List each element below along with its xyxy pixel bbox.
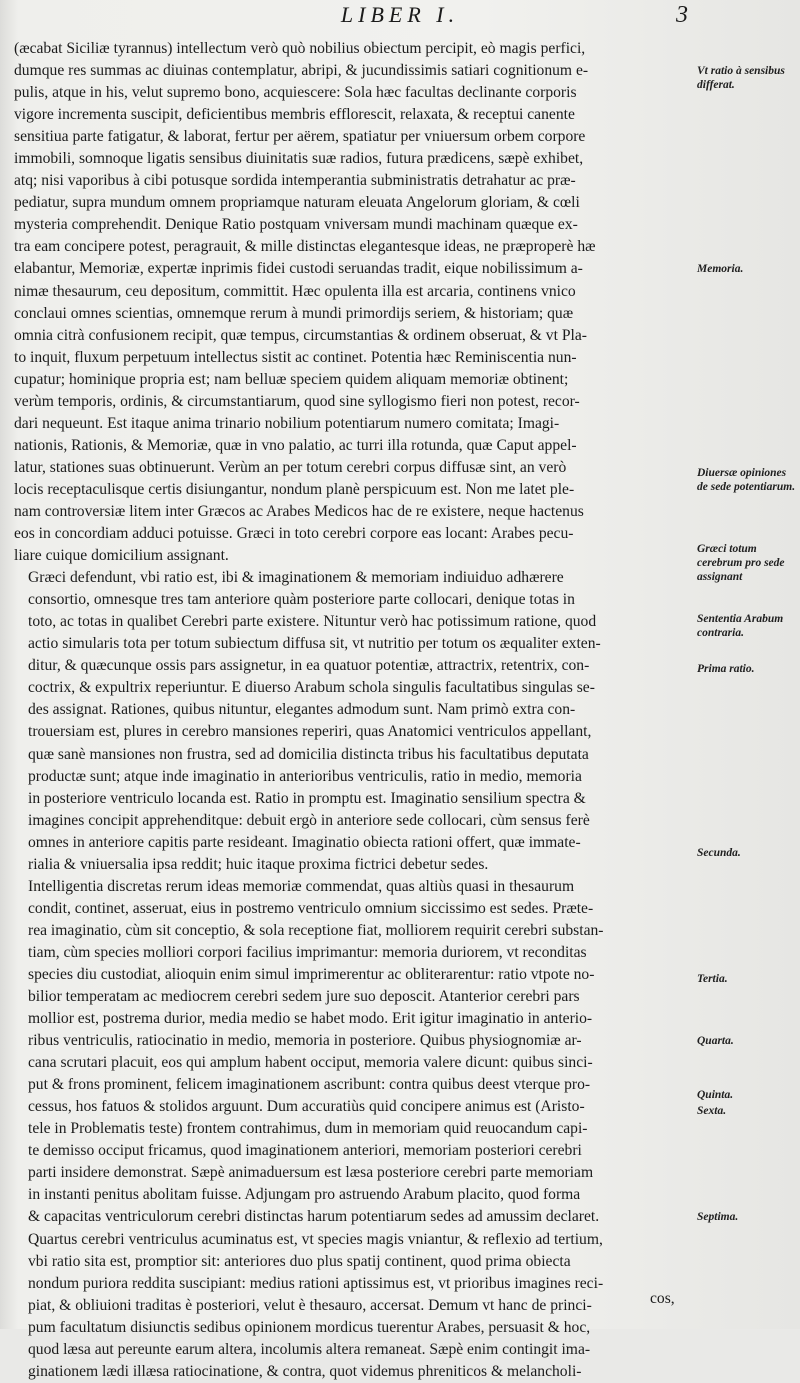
- margin-note: Græci totum cerebrum pro sede assignant: [697, 543, 785, 583]
- text-line: & capacitas ventriculorum cerebri distinctas harum potentiarum sedes ad amussim declaret.: [28, 1208, 600, 1226]
- text-line: eos in concordiam adduci potuisse. Græci in toto cerebri corpore eas locant: Arabes pecu-: [14, 525, 574, 543]
- margin-note: Prima ratio.: [697, 663, 755, 675]
- text-line: verùm temporis, ordinis, & circumstantiarum, quod sine syllogismo fieri non potest, recor-: [14, 392, 580, 410]
- margin-note: Memoria.: [697, 263, 744, 275]
- text-line: vbi ratio sita est, promptior sit: anteriores duo plus spatij continent, quod prima obiecta: [28, 1252, 571, 1270]
- text-line: in posteriore ventriculo locanda est. Ratio in promptu est. Imaginatio sensilium spectra &: [28, 789, 586, 807]
- text-line: piat, & obliuioni traditas è posteriori, velut è thesauro, accersat. Demum vt hanc de princi-: [28, 1296, 592, 1314]
- text-line: pulis, atque in his, velut supremo bono, acquiescere: Sola hæc facultas declinante corporis: [14, 84, 577, 102]
- text-line: omnia citrà confusionem recipit, quæ tempus, circumstantias & ordinem obseruat, & vt Pla-: [14, 326, 587, 344]
- text-line: ditur, & quæcunque ossis pars assignetur, in ea quatuor potentiæ, attractrix, retentrix, con-: [28, 657, 590, 675]
- text-line: quod læsa aut pereunte earum altera, incolumis altera remaneat. Sæpè enim contingit ima-: [28, 1340, 591, 1358]
- text-line: parti insidere demonstrat. Sæpè animaduersum est læsa posteriore cerebri parte memoriam: [28, 1164, 594, 1182]
- text-line: omnes in anteriore capitis parte resideant. Imaginatio obiecta rationi offert, quæ immate-: [28, 833, 581, 851]
- text-line: mysteria comprehendit. Denique Ratio postquam vniversam mundi machinam quæque ex-: [14, 216, 578, 234]
- text-line: atq; nisi vaporibus à cibi potusque sordida intemperantia subministratis detrahatur ac præ-: [14, 172, 576, 190]
- text-line: tele in Problematis teste) frontem contrahimus, dum in memoriam quid reuocandum capi-: [28, 1120, 588, 1138]
- text-line: conclaui omnes scientias, omnemque rerum à mundi primordijs seriem, & historiam; quæ: [14, 304, 574, 322]
- text-line: coctrix, & expultrix reperiuntur. E diuerso Arabum schola singulis facultatibus singulas se-: [28, 679, 595, 697]
- margin-note: Septima.: [697, 1211, 739, 1223]
- paragraph: [14, 38, 694, 567]
- paragraph: [14, 567, 694, 876]
- text-line: latur, stationes suas obtinuerunt. Verùm an per totum cerebri corpus diffusæ sint, an verò: [14, 458, 567, 476]
- text-line: liare cuique domicilium assignant.: [14, 547, 229, 565]
- text-line: nam controversiæ litem inter Græcos ac Arabes Medicos hac de re existere, neque hactenus: [14, 502, 584, 520]
- text-line: tiam, cùm species molliori corpori facilius imprimantur: memoria duriorem, vt reconditas: [28, 943, 587, 961]
- margin-note: Vt ratio à sensibus differat.: [697, 65, 785, 91]
- text-line: tra eam concipere potest, peragrauit, & mille distinctas elegantesque ideas, ne præproperè hæ: [14, 238, 596, 256]
- text-line: cessus, hos fatuos & stolidos arguunt. Dum accuratiùs quid concipere animus est (Aristo-: [28, 1098, 585, 1116]
- text-line: te demisso occiput fricamus, quod imaginationem anteriori, memoriam posteriori cerebri: [28, 1142, 582, 1160]
- margin-note: Tertia.: [697, 973, 728, 985]
- text-line: ribus ventriculis, ratiocinatio in medio, memoria in posteriore. Quibus physiognomiæ ar-: [28, 1032, 582, 1050]
- paragraph: [14, 876, 694, 1383]
- text-line: to inquit, fluxum perpetuum intellectus sistit ac continet. Potentia hæc Reminiscentia nun-: [14, 348, 577, 366]
- body-text: [14, 38, 694, 1383]
- text-line: nondum puriora reddita suscipiant: medius rationi aptissimus est, vt prioribus imagines reci-: [28, 1274, 604, 1292]
- text-line: actio simularis tota per totum subiectum diffusa sit, vt nutritio per totum os æqualiter exten-: [28, 635, 601, 653]
- text-line: mollior est, postrema durior, media medio se habet modo. Erit igitur imaginatio in anterio-: [28, 1010, 593, 1028]
- text-line: cana scrutari placuit, eos qui amplum habent occiput, memoria valere dicunt: quibus sinci-: [28, 1054, 593, 1072]
- text-line: Intelligentia discretas rerum ideas memoriæ commendat, quas altiùs quasi in thesaurum: [28, 877, 575, 895]
- text-line: productæ sunt; atque inde imaginatio in anterioribus ventriculis, ratio in medio, memoria: [28, 767, 582, 785]
- text-line: species diu custodiat, alioquin enim simul imprimerentur ac obliterarentur: ratio vtpote no-: [28, 965, 595, 983]
- text-line: pediatur, supra mundum omnem propriamque naturam eleuata Angelorum gloriam, & cœli: [14, 194, 580, 212]
- page-number: 3: [676, 2, 688, 28]
- text-line: cupatur; hominique propria est; nam belluæ speciem quidem aliquam memoriæ obtinent;: [14, 370, 569, 388]
- text-line: Quartus cerebri ventriculus acuminatus est, vt species magis vniantur, & reflexio ad tertium,: [28, 1230, 603, 1248]
- text-line: bilior temperatam ac mediocrem cerebri sedem jure suo deposcit. Atanterior cerebri pars: [28, 988, 580, 1006]
- running-head: LIBER I.: [340, 2, 460, 27]
- text-line: elabantur, Memoriæ, expertæ inprimis fidei custodi seruandas tradit, eique nobilissimum a-: [14, 260, 583, 278]
- text-line: locis receptaculisque certis disiungantur, nondum planè perspicuum est. Non me latet ple-: [14, 480, 575, 498]
- text-line: nationis, Rationis, & Memoriæ, quæ in vno palatio, ac turri illa rotunda, quæ Caput appel-: [14, 436, 577, 454]
- text-line: in instanti penitus abolitam fuisse. Adjungam pro astruendo Arabum placito, quod forma: [28, 1186, 581, 1204]
- text-line: quæ sanè mansiones non frustra, sed ad domicilia distincta tribus his facultatibus deputata: [28, 745, 589, 763]
- text-line: consortio, omnesque tres tam anteriore quàm posteriore parte collocari, denique totas in: [28, 591, 575, 609]
- text-line: immobili, somnoque ligatis sensibus diuinitatis suæ radios, futura prædicens, sæpè exhibet,: [14, 150, 584, 168]
- margin-note: Quinta.: [697, 1089, 734, 1101]
- margin-note: Sententia Arabum contraria.: [697, 613, 784, 639]
- text-line: put & frons prominent, felicem imaginationem ascribunt: contra quibus deest vterque pro-: [28, 1076, 591, 1094]
- text-line: imagines concipit apprehenditque: debuit ergò in anteriore sede collocari, cùm sensus ferè: [28, 811, 590, 829]
- text-line: rialia & vniuersalia ipsa reddit; huic itaque proxima fictrici debetur sedes.: [28, 855, 489, 873]
- text-line: vigore incrementa suscipit, deficientibus membris efflorescit, relaxata, & receptui canente: [14, 106, 575, 124]
- text-line: nimæ thesaurum, ceu depositum, committit. Hæc opulenta illa est arcaria, continens vnico: [14, 282, 576, 300]
- margin-note: Diuersæ opiniones de sede potentiarum.: [697, 467, 796, 493]
- text-line: trouersiam est, plures in cerebro mansiones reperiri, quas Anatomici ventriculos appellant,: [28, 723, 592, 741]
- text-line: pum facultatum disiunctis sedibus opinionem mordicus tuerentur Arabes, persuasit & hoc,: [28, 1318, 591, 1336]
- catchword: cos,: [650, 1290, 675, 1307]
- text-line: ginationem lædi illæsa ratiocinatione, & contra, quot videmus phreniticos & melancholi-: [28, 1362, 582, 1380]
- margin-note: Secunda.: [697, 847, 741, 859]
- text-line: condit, continet, asseruat, eius in postremo ventriculo omnium siccissimo est sedes. Præte-: [28, 899, 594, 917]
- text-line: des assignat. Rationes, quibus nituntur, elegantes admodum sunt. Nam primò extra con-: [28, 701, 576, 719]
- margin-note: Quarta.: [697, 1035, 734, 1047]
- text-line: sensitiua parte fatigatur, & laborat, fertur per aërem, spatiatur per vniuersum orbem corpore: [14, 128, 586, 146]
- text-line: toto, ac totas in qualibet Cerebri parte existere. Nituntur verò hac potissimum ratione, quod: [28, 613, 597, 631]
- text-line: (æcabat Siciliæ tyrannus) intellectum verò quò nobilius obiectum percipit, eò magis perfici,: [14, 40, 586, 57]
- text-line: Græci defendunt, vbi ratio est, ibi & imaginationem & memoriam indiuiduo adhærere: [28, 569, 564, 587]
- text-line: dari nequeunt. Est itaque anima trinario nobilium potentiarum numero comitata; Imagi-: [14, 414, 560, 432]
- margin-note: Sexta.: [697, 1105, 727, 1117]
- text-line: rea imaginatio, cùm sit conceptio, & sola receptione fiat, molliorem requirit cerebri substan-: [28, 921, 604, 939]
- text-line: dumque res summas ac diuinas contemplatur, abripi, & jucundissimis satiari cognitionum e-: [14, 62, 589, 80]
